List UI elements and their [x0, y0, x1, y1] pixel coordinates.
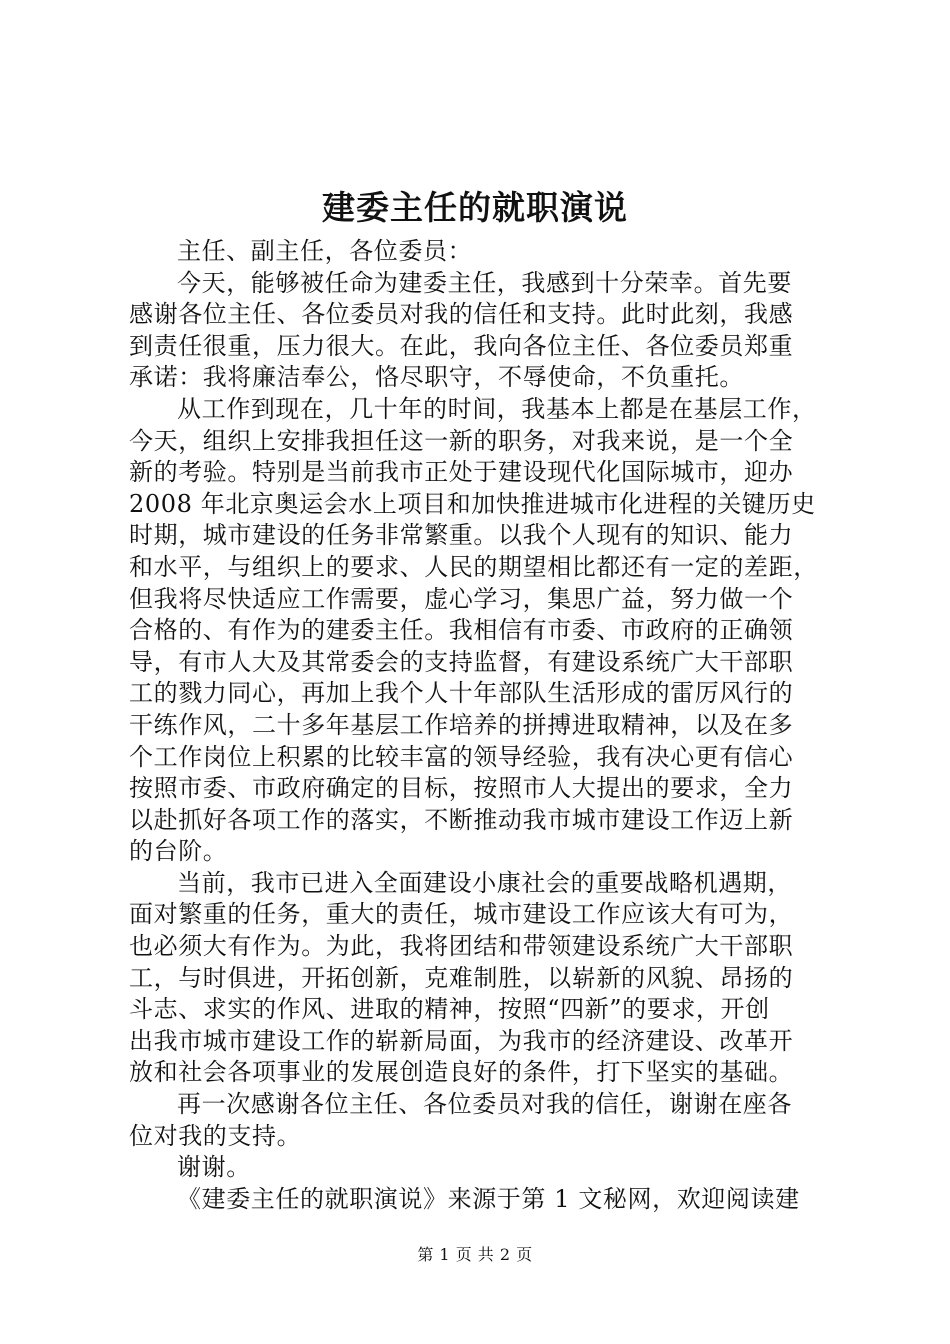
document-body	[129, 236, 829, 1215]
paragraph-experience: 从工作到现在，几十年的时间，我基本上都是在基层工作， 今天，组织上安排我担任这一新的职务，对我来说，是一个全 新的考验。特别是当前我市正处于建设现代化国际城市，迎办 2008 年北京奥运会水上项目和加快推进城市化进程的关键历史 时期，城市建设的任务非常繁重。以我个人现有的知识、能力 和水平，与组织上的要求、人民的期望相比都还有一定的差距， 但我将尽快适应工作需要，虚心学习，集思广益，努力做一个 合格的、有作为的建委主任。我相信有市委、市政府的正确领 导，有市人大及其常委会的支持监督，有建设系统广大干部职 工的戮力同心，再加上我个人十年部队生活形成的雷厉风行的 干练作风，二十多年基层工作培养的拼搏进取精神，以及在多 个工作岗位上积累的比较丰富的领导经验，我有决心更有信心 按照市委、市政府确定的目标，按照市人大提出的要求，全力 以赴抓好各项工作的落实，不断推动我市城市建设工作迈上新 的台阶。	[129, 394, 818, 866]
paragraph-commitment: 当前，我市已进入全面建设小康社会的重要战略机遇期， 面对繁重的任务，重大的责任，城市建设工作应该大有可为， 也必须大有作为。为此，我将团结和带领建设系统广大干部职 工，与时俱进，开拓创新，克难制胜，以崭新的风貌、昂扬的 斗志、求实的作风、进取的精神，按照“四新”的要求，开创 出我市城市建设工作的崭新局面，为我市的经济建设、改革开 放和社会各项事业的发展创造良好的条件，打下坚实的基础。	[129, 868, 794, 1087]
paragraph-thanks-again: 再一次感谢各位主任、各位委员对我的信任，谢谢在座各 位对我的支持。	[129, 1090, 792, 1150]
paragraph-source-note: 《建委主任的就职演说》来源于第 1 文秘网，欢迎阅读建	[177, 1184, 800, 1213]
paragraph-salutation: 主任、副主任，各位委员：	[177, 237, 473, 265]
paragraph-honor: 今天，能够被任命为建委主任，我感到十分荣幸。首先要 感谢各位主任、各位委员对我的信任和支持。此时此刻，我感 到责任很重，压力很大。在此，我向各位主任、各位委员郑重 承诺：我将廉洁奉公，恪尽职守，不辱使命，不负重托。	[129, 268, 794, 392]
paragraph-thanks: 谢谢。	[177, 1153, 251, 1182]
document-title: 建委主任的就职演说	[322, 188, 628, 227]
page-footer: 第 1 页 共 2 页	[417, 1245, 533, 1264]
